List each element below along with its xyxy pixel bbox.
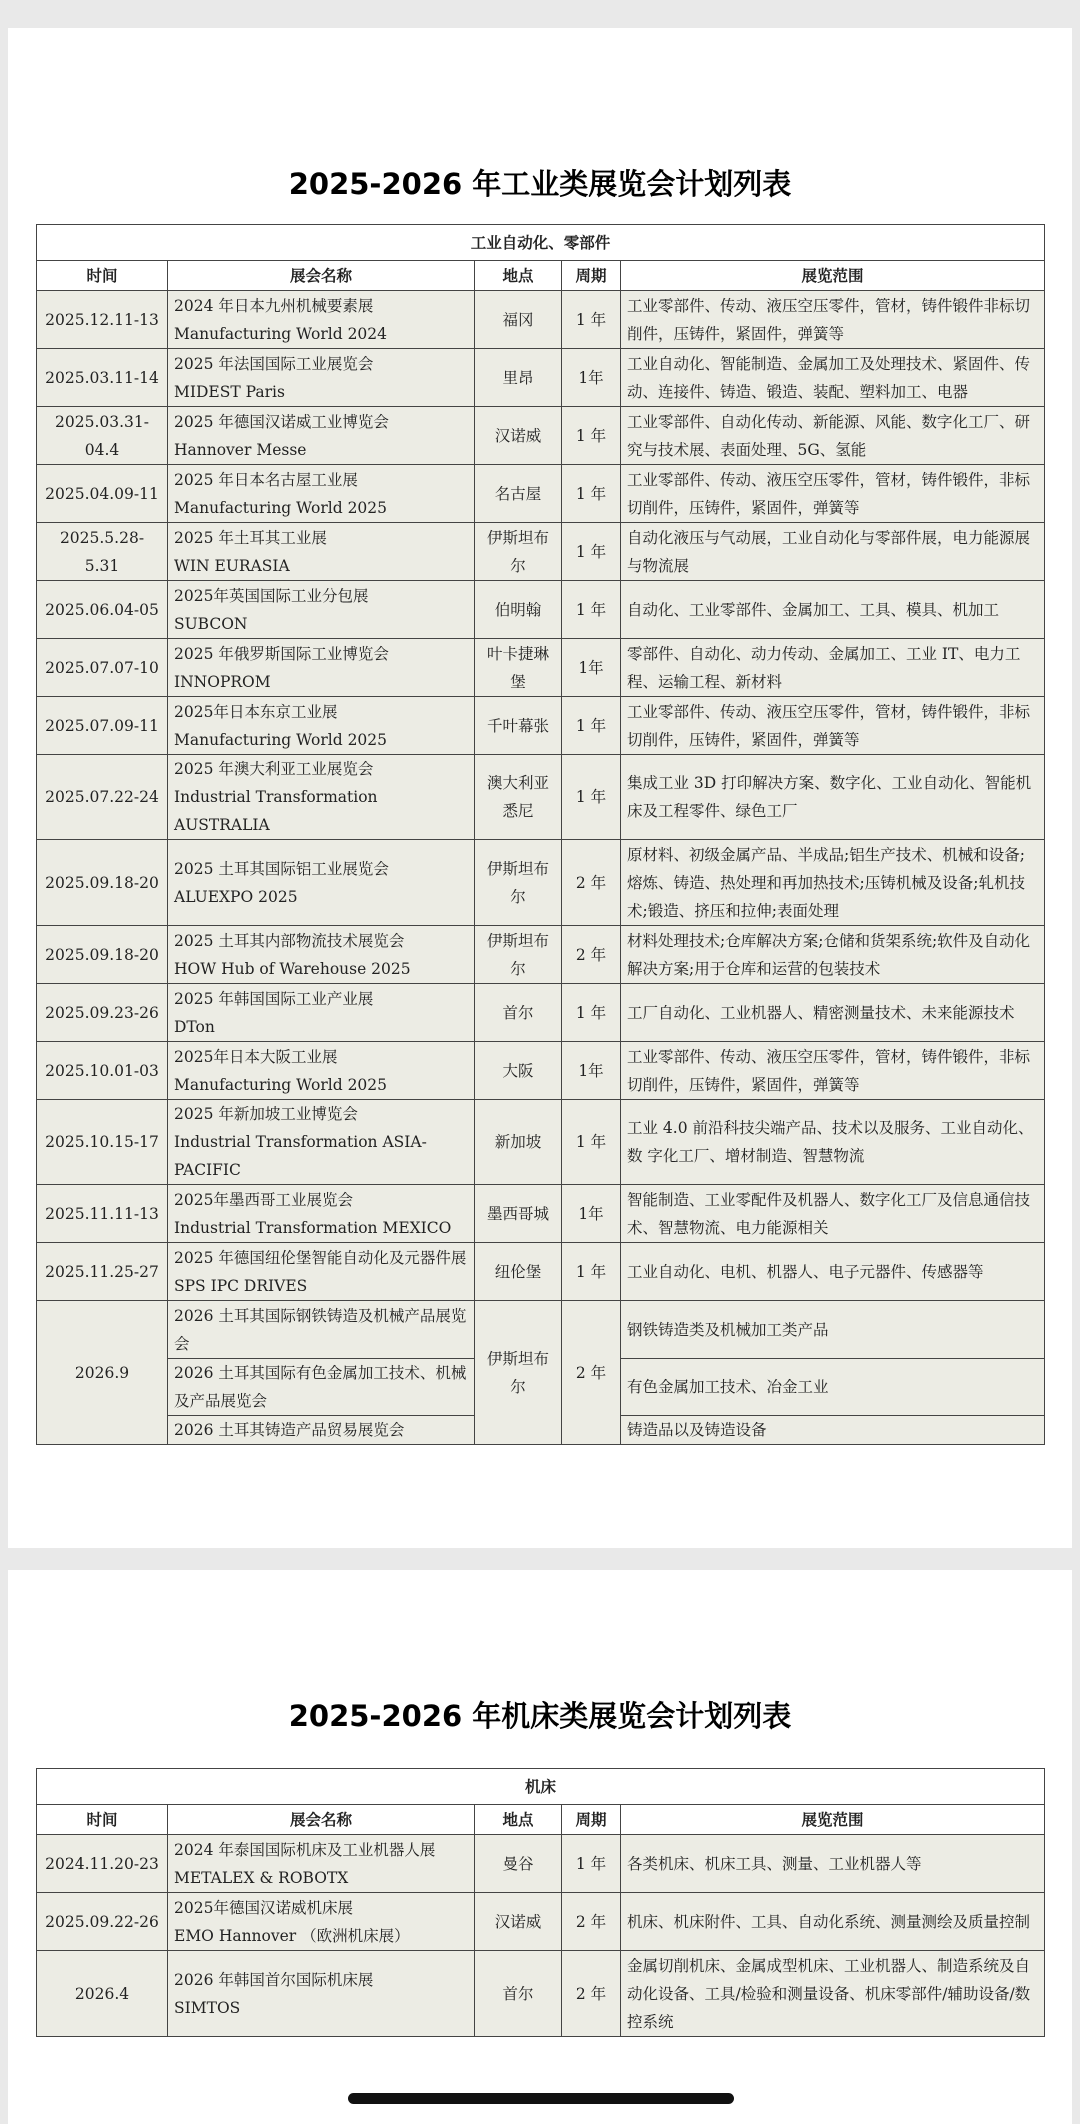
home-indicator[interactable] — [348, 2093, 734, 2104]
table-row — [37, 407, 1045, 465]
row-name — [168, 291, 475, 349]
group-item-name: 2026 土耳其国际有色金属加工技术、机械及产品展览会 — [168, 1359, 475, 1416]
row-city: 首尔 — [475, 1951, 562, 2037]
row-date: 2025.03.11-14 — [37, 349, 168, 407]
row-name-zh: 2024 年日本九州机械要素展 — [174, 296, 374, 315]
section-heading: 工业自动化、零部件 — [37, 225, 1045, 261]
header-date: 时间 — [37, 261, 168, 291]
row-cycle: 1 年 — [562, 465, 621, 523]
row-city: 墨西哥城 — [475, 1185, 562, 1243]
group-item-scope: 钢铁铸造类及机械加工类产品 — [621, 1301, 1045, 1359]
group-item-name: 2026 土耳其国际钢铁铸造及机械产品展览会 — [168, 1301, 475, 1359]
row-date: 2025.11.25-27 — [37, 1243, 168, 1301]
row-date: 2025.09.22-26 — [37, 1893, 168, 1951]
row-date: 2025.10.15-17 — [37, 1100, 168, 1185]
row-name — [168, 926, 475, 984]
row-date: 2025.10.01-03 — [37, 1042, 168, 1100]
row-city: 里昂 — [475, 349, 562, 407]
document-page-1 — [8, 28, 1072, 1548]
row-date: 2025.09.18-20 — [37, 840, 168, 926]
row-scope: 工业零部件、传动、液压空压零件，管材，铸件锻件，非标切削件，压铸件，紧固件，弹簧等 — [621, 465, 1045, 523]
table-row — [37, 1835, 1045, 1893]
row-name — [168, 1100, 475, 1185]
row-scope: 智能制造、工业零配件及机器人、数字化工厂及信息通信技术、智慧物流、电力能源相关 — [621, 1185, 1045, 1243]
row-name — [168, 1835, 475, 1893]
row-name-zh: 2026 年韩国首尔国际机床展 — [174, 1970, 374, 1989]
row-cycle: 2 年 — [562, 926, 621, 984]
table-row — [37, 523, 1045, 581]
row-name-zh: 2025年墨西哥工业展览会 — [174, 1190, 353, 1209]
header-city: 地点 — [475, 1805, 562, 1835]
row-name-zh: 2025年英国国际工业分包展 — [174, 586, 369, 605]
row-name — [168, 755, 475, 840]
table-row — [37, 697, 1045, 755]
row-date: 2025.07.22-24 — [37, 755, 168, 840]
row-cycle: 2 年 — [562, 1951, 621, 2037]
row-name-zh: 2025 年日本名古屋工业展 — [174, 470, 358, 489]
header-scope: 展览范围 — [621, 1805, 1045, 1835]
row-city: 叶卡捷琳堡 — [475, 639, 562, 697]
group-city: 伊斯坦布尔 — [475, 1301, 562, 1445]
row-name — [168, 1243, 475, 1301]
row-scope: 自动化、工业零部件、金属加工、工具、模具、机加工 — [621, 581, 1045, 639]
header-date: 时间 — [37, 1805, 168, 1835]
group-item-name: 2026 土耳其铸造产品贸易展览会 — [168, 1416, 475, 1445]
row-name-en: SUBCON — [174, 614, 248, 633]
table-row — [37, 291, 1045, 349]
row-city: 新加坡 — [475, 1100, 562, 1185]
row-city: 首尔 — [475, 984, 562, 1042]
table-row — [37, 1951, 1045, 2037]
row-cycle: 1 年 — [562, 581, 621, 639]
row-cycle: 1年 — [562, 1185, 621, 1243]
table-row — [37, 581, 1045, 639]
row-name-zh: 2025 年德国汉诺威工业博览会 — [174, 412, 389, 431]
table-row — [37, 1042, 1045, 1100]
row-cycle: 2 年 — [562, 840, 621, 926]
row-name-zh: 2025 年韩国国际工业产业展 — [174, 989, 374, 1008]
row-cycle: 1 年 — [562, 291, 621, 349]
row-name-en: INNOPROM — [174, 672, 271, 691]
row-scope: 材料处理技术;仓库解决方案;仓储和货架系统;软件及自动化解决方案;用于仓库和运营的包装技术 — [621, 926, 1045, 984]
row-city: 名古屋 — [475, 465, 562, 523]
row-scope: 集成工业 3D 打印解决方案、数字化、工业自动化、智能机床及工程零件、绿色工厂 — [621, 755, 1045, 840]
row-name-en: MIDEST Paris — [174, 382, 285, 401]
row-scope: 原材料、初级金属产品、半成品;铝生产技术、机械和设备;熔炼、铸造、热处理和再加热技术;压铸机械及设备;轧机技术;锻造、挤压和拉伸;表面处理 — [621, 840, 1045, 926]
table-row — [37, 639, 1045, 697]
row-city: 澳大利亚悉尼 — [475, 755, 562, 840]
row-cycle: 1 年 — [562, 697, 621, 755]
row-name-en: Manufacturing World 2025 — [174, 498, 388, 517]
row-name-zh: 2025年日本东京工业展 — [174, 702, 338, 721]
row-name-en: Industrial Transformation ASIA-PACIFIC — [174, 1133, 427, 1179]
row-name — [168, 984, 475, 1042]
row-name — [168, 1185, 475, 1243]
row-cycle: 1 年 — [562, 523, 621, 581]
header-name: 展会名称 — [168, 1805, 475, 1835]
row-city: 伊斯坦布尔 — [475, 926, 562, 984]
row-scope: 工业自动化、智能制造、金属加工及处理技术、紧固件、传动、连接件、铸造、锻造、装配、塑料加工、电器 — [621, 349, 1045, 407]
document-page-2 — [8, 1570, 1072, 2124]
row-city: 福冈 — [475, 291, 562, 349]
row-name-zh: 2025 年德国纽伦堡智能自动化及元器件展 SPS IPC DRIVES — [174, 1248, 467, 1295]
machine-expo-table — [36, 1768, 1045, 2037]
row-cycle: 1年 — [562, 349, 621, 407]
row-name-zh: 2025 年澳大利亚工业展览会 — [174, 760, 374, 778]
row-name — [168, 465, 475, 523]
group-item-scope: 铸造品以及铸造设备 — [621, 1416, 1045, 1445]
page-title: 2025-2026 年机床类展览会计划列表 — [288, 1699, 792, 1733]
row-cycle: 1 年 — [562, 1100, 621, 1185]
row-name — [168, 581, 475, 639]
row-name — [168, 1951, 475, 2037]
header-scope: 展览范围 — [621, 261, 1045, 291]
row-name-en: Industrial Transformation MEXICO — [174, 1218, 452, 1237]
row-city: 伯明翰 — [475, 581, 562, 639]
row-date: 2025.5.28-5.31 — [37, 523, 168, 581]
row-city: 千叶幕张 — [475, 697, 562, 755]
row-name-en: Manufacturing World 2024 — [174, 324, 388, 343]
table-row — [37, 926, 1045, 984]
table-row — [37, 1243, 1045, 1301]
row-name-en: HOW Hub of Warehouse 2025 — [174, 959, 411, 978]
row-date: 2025.07.07-10 — [37, 639, 168, 697]
row-cycle: 1 年 — [562, 755, 621, 840]
row-name-zh: 2025年日本大阪工业展 — [174, 1047, 338, 1066]
row-scope: 工业自动化、电机、机器人、电子元器件、传感器等 — [621, 1243, 1045, 1301]
row-name-en: Manufacturing World 2025 — [174, 1075, 388, 1094]
row-name-en: EMO Hannover （欧洲机床展） — [174, 1926, 410, 1945]
header-city: 地点 — [475, 261, 562, 291]
row-name — [168, 840, 475, 926]
row-name — [168, 523, 475, 581]
row-city: 纽伦堡 — [475, 1243, 562, 1301]
group-date: 2026.9 — [37, 1301, 168, 1445]
row-cycle: 1年 — [562, 639, 621, 697]
row-name-zh: 2024 年泰国国际机床及工业机器人展 — [174, 1840, 436, 1859]
row-city: 汉诺威 — [475, 407, 562, 465]
row-cycle: 1年 — [562, 1042, 621, 1100]
row-name-en: Industrial Transformation AUSTRALIA — [174, 788, 378, 834]
row-date: 2025.04.09-11 — [37, 465, 168, 523]
header-cycle: 周期 — [562, 1805, 621, 1835]
row-cycle: 1 年 — [562, 984, 621, 1042]
row-scope: 机床、机床附件、工具、自动化系统、测量测绘及质量控制 — [621, 1893, 1045, 1951]
table-row — [37, 1301, 1045, 1359]
row-name-zh: 2025 年新加坡工业博览会 — [174, 1105, 358, 1123]
row-name-zh: 2025 年土耳其工业展 — [174, 528, 327, 547]
row-scope: 金属切削机床、金属成型机床、工业机器人、制造系统及自动化设备、工具/检验和测量设备、机床零部件/辅助设备/数控系统 — [621, 1951, 1045, 2037]
row-cycle: 2 年 — [562, 1893, 621, 1951]
row-scope: 自动化液压与气动展，工业自动化与零部件展，电力能源展与物流展 — [621, 523, 1045, 581]
row-date: 2025.03.31-04.4 — [37, 407, 168, 465]
row-name — [168, 1893, 475, 1951]
table-row — [37, 984, 1045, 1042]
row-name-zh: 2025 土耳其内部物流技术展览会 — [174, 931, 405, 950]
machine-table-body — [37, 1835, 1045, 2037]
row-name — [168, 407, 475, 465]
row-cycle: 1 年 — [562, 1835, 621, 1893]
table-row — [37, 465, 1045, 523]
row-name — [168, 639, 475, 697]
row-name-zh: 2025 年俄罗斯国际工业博览会 — [174, 644, 389, 663]
row-name-en: SIMTOS — [174, 1998, 241, 2017]
row-name — [168, 349, 475, 407]
row-name-zh: 2025年德国汉诺威机床展 — [174, 1898, 353, 1917]
row-name-en: Hannover Messe — [174, 440, 307, 459]
table-row — [37, 840, 1045, 926]
row-scope: 工业零部件、自动化传动、新能源、风能、数字化工厂、研究与技术展、表面处理、5G、氢能 — [621, 407, 1045, 465]
row-date: 2025.07.09-11 — [37, 697, 168, 755]
row-city: 大阪 — [475, 1042, 562, 1100]
row-date: 2025.09.18-20 — [37, 926, 168, 984]
header-cycle: 周期 — [562, 261, 621, 291]
row-name — [168, 697, 475, 755]
row-name-en: METALEX & ROBOTX — [174, 1868, 349, 1887]
row-cycle: 1 年 — [562, 407, 621, 465]
row-date: 2025.11.11-13 — [37, 1185, 168, 1243]
row-name-en: Manufacturing World 2025 — [174, 730, 388, 749]
row-name-en: DTon — [174, 1017, 215, 1036]
row-city: 伊斯坦布尔 — [475, 523, 562, 581]
row-date: 2024.11.20-23 — [37, 1835, 168, 1893]
row-scope: 各类机床、机床工具、测量、工业机器人等 — [621, 1835, 1045, 1893]
section-heading: 机床 — [37, 1769, 1045, 1805]
table-row — [37, 755, 1045, 840]
row-date: 2025.09.23-26 — [37, 984, 168, 1042]
row-scope: 工厂自动化、工业机器人、精密测量技术、未来能源技术 — [621, 984, 1045, 1042]
row-city: 汉诺威 — [475, 1893, 562, 1951]
row-name-en: ALUEXPO 2025 — [174, 887, 298, 906]
row-scope: 工业 4.0 前沿科技尖端产品、技术以及服务、工业自动化、数 字化工厂、增材制造、智慧物流 — [621, 1100, 1045, 1185]
industrial-table-body — [37, 291, 1045, 1445]
row-scope: 工业零部件、传动、液压空压零件，管材，铸件锻件非标切削件，压铸件，紧固件，弹簧等 — [621, 291, 1045, 349]
row-date: 2025.12.11-13 — [37, 291, 168, 349]
row-scope: 工业零部件、传动、液压空压零件，管材，铸件锻件，非标切削件，压铸件，紧固件，弹簧等 — [621, 697, 1045, 755]
row-cycle: 1 年 — [562, 1243, 621, 1301]
row-name-zh: 2025 年法国国际工业展览会 — [174, 354, 374, 373]
row-scope: 零部件、自动化、动力传动、金属加工、工业 IT、电力工程、运输工程、新材料 — [621, 639, 1045, 697]
group-cycle: 2 年 — [562, 1301, 621, 1445]
row-date: 2025.06.04-05 — [37, 581, 168, 639]
table-row — [37, 1100, 1045, 1185]
table-row — [37, 1185, 1045, 1243]
row-city: 曼谷 — [475, 1835, 562, 1893]
page-title: 2025-2026 年工业类展览会计划列表 — [288, 167, 792, 201]
row-scope: 工业零部件、传动、液压空压零件，管材，铸件锻件，非标切削件，压铸件，紧固件，弹簧等 — [621, 1042, 1045, 1100]
industrial-expo-table — [36, 224, 1045, 1445]
row-name-zh: 2025 土耳其国际铝工业展览会 — [174, 859, 389, 878]
group-item-scope: 有色金属加工技术、冶金工业 — [621, 1359, 1045, 1416]
row-name — [168, 1042, 475, 1100]
row-date: 2026.4 — [37, 1951, 168, 2037]
header-name: 展会名称 — [168, 261, 475, 291]
row-name-en: WIN EURASIA — [174, 556, 290, 575]
row-city: 伊斯坦布尔 — [475, 840, 562, 926]
table-row — [37, 349, 1045, 407]
table-row — [37, 1893, 1045, 1951]
